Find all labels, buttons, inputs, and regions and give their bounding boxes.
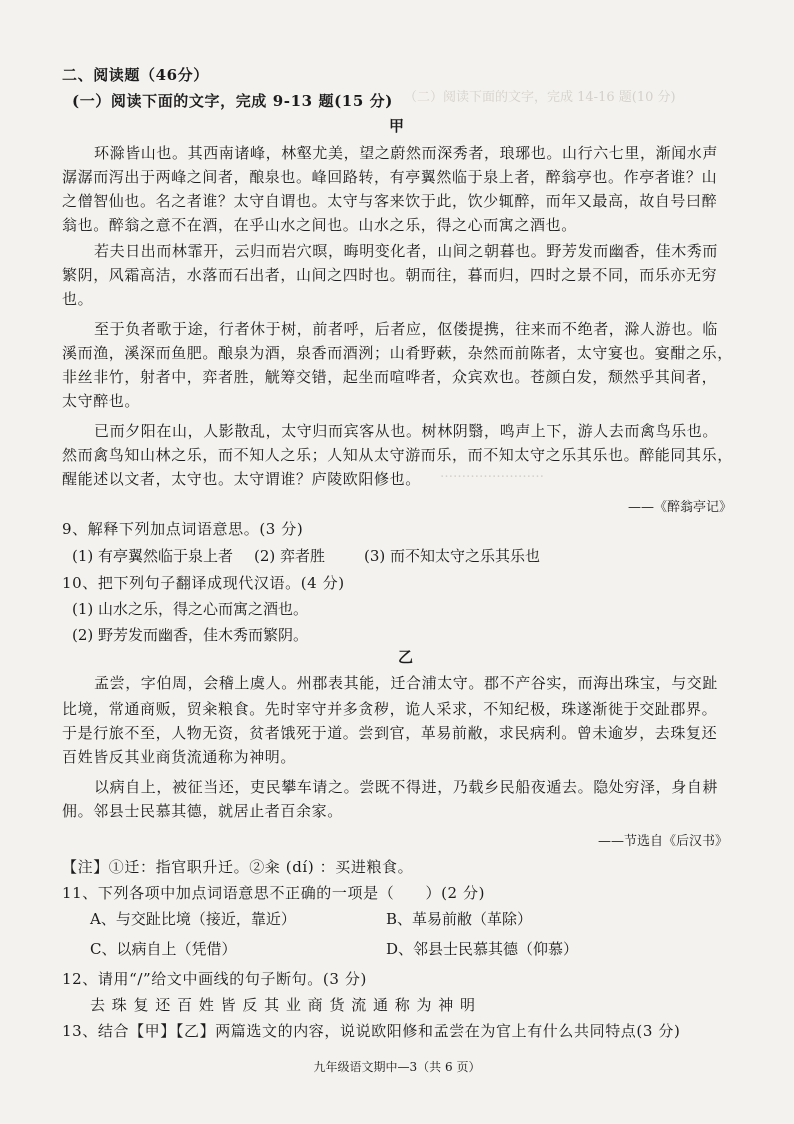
- question-9: 9、解释下列加点词语意思。(3 分): [62, 520, 304, 538]
- source-a: ——《醉翁亭记》: [628, 500, 733, 515]
- passage-a-line: 繁阴，风霜高洁，水落而石出者，山间之四时也。朝而往，暮而归，四时之景不同，而乐亦无穷: [62, 266, 718, 284]
- q9-item-1: (1) 有亭翼然临于泉上者: [72, 547, 234, 565]
- passage-b-line: 于是行旅不至，人物无资，贫者饿死于道。尝到官，革易前敝，求民病利。曾未逾岁，去珠复还: [62, 724, 718, 742]
- question-12: 12、请用“/”给文中画线的句子断句。(3 分): [62, 970, 367, 988]
- q12-sentence: 去 珠 复 还 百 姓 皆 反 其 业 商 货 流 通 称 为 神 明: [90, 996, 477, 1014]
- sub-title: (一）阅读下面的文字，完成 9-13 题(15 分): [72, 92, 393, 110]
- label-jia: 甲: [389, 117, 405, 135]
- q9-item-2: (2) 弈者胜: [254, 547, 326, 565]
- passage-a-line: 溪而渔，溪深而鱼肥。酿泉为酒，泉香而酒洌；山肴野蔌，杂然而前陈者，太守宴也。宴酣之乐，: [62, 344, 733, 362]
- passage-a-line: 之僧智仙也。名之者谁？太守自谓也。太守与客来饮于此，饮少辄醉，而年又最高，故自号曰醉: [62, 192, 718, 210]
- page-footer: 九年级语文期中—3（共 6 页）: [313, 1060, 481, 1074]
- passage-a-line: 也。: [62, 290, 94, 308]
- q11-option-c: C、以病自上（凭借）: [90, 940, 237, 958]
- bleed-through-text: ……………………: [440, 466, 544, 481]
- passage-a-line: 若夫日出而林霏开，云归而岩穴暝，晦明变化者，山间之朝暮也。野芳发而幽香，佳木秀而: [94, 242, 719, 260]
- passage-a-line: 已而夕阳在山，人影散乱，太守归而宾客从也。树林阴翳，鸣声上下，游人去而禽鸟乐也。: [94, 422, 719, 440]
- passage-b-line: 比境，常通商贩，贸籴粮食。先时宰守并多贪秽，诡人采求，不知纪极，珠遂渐徙于交趾郡界。: [62, 700, 718, 718]
- passage-a-line: 潺潺而泻出于两峰之间者，酿泉也。峰回路转，有亭翼然临于泉上者，醉翁亭也。作亭者谁？山: [62, 168, 718, 186]
- section-title: 二、阅读题（46分）: [62, 66, 209, 84]
- passage-a-line: 醒能述以文者，太守也。太守谓谁？庐陵欧阳修也。: [62, 470, 421, 488]
- passage-b-line: 佣。邻县士民慕其德，就居止者百余家。: [62, 802, 343, 820]
- passage-a-line: 环滁皆山也。其西南诸峰，林壑尤美，望之蔚然而深秀者，琅琊也。山行六七里，渐闻水声: [94, 144, 719, 162]
- question-11: 11、下列各项中加点词语意思不正确的一项是（ ）(2 分): [62, 884, 486, 902]
- q9-item-3: (3) 而不知太守之乐其乐也: [364, 547, 541, 565]
- q11-option-b: B、革易前敝（革除）: [386, 910, 533, 928]
- passage-b-line: 百姓皆反其业商货流通称为神明。: [62, 748, 297, 766]
- passage-a-line: 非丝非竹，射者中，弈者胜，觥筹交错，起坐而喧哗者，众宾欢也。苍颜白发，颓然乎其间者，: [62, 368, 718, 386]
- note: 【注】①迁：指官职升迁。②籴 (dí) ：买进粮食。: [62, 858, 414, 876]
- q10-item-1: (1) 山水之乐，得之心而寓之酒也。: [72, 600, 309, 618]
- question-10: 10、把下列句子翻译成现代汉语。(4 分): [62, 574, 345, 592]
- passage-a-line: 然而禽鸟知山林之乐，而不知人之乐；人知从太守游而乐，而不知太守之乐其乐也。醉能同其乐，: [62, 446, 733, 464]
- bleed-through-text: （二）阅读下面的文字，完成 14-16 题(10 分): [404, 90, 676, 105]
- passage-a-line: 太守醉也。: [62, 392, 141, 410]
- q11-option-a: A、与交趾比境（接近，靠近）: [90, 910, 296, 928]
- label-yi: 乙: [398, 648, 414, 666]
- source-b: ——节选自《后汉书》: [598, 834, 729, 849]
- passage-b-line: 以病自上，被征当还，吏民攀车请之。尝既不得进，乃载乡民船夜遁去。隐处穷泽，身自耕: [94, 778, 719, 796]
- q11-option-d: D、邻县士民慕其德（仰慕）: [386, 940, 579, 958]
- passage-a-line: 至于负者歌于途，行者休于树，前者呼，后者应，伛偻提携，往来而不绝者，滁人游也。临: [94, 320, 719, 338]
- question-13: 13、结合【甲】【乙】两篇选文的内容，说说欧阳修和孟尝在为官上有什么共同特点(3 分): [62, 1022, 681, 1040]
- q10-item-2: (2) 野芳发而幽香，佳木秀而繁阴。: [72, 626, 309, 644]
- passage-a-line: 翁也。醉翁之意不在酒，在乎山水之间也。山水之乐，得之心而寓之酒也。: [62, 216, 577, 234]
- passage-b-line: 孟尝，字伯周，会稽上虞人。州郡表其能，迁合浦太守。郡不产谷实，而海出珠宝，与交趾: [94, 674, 719, 692]
